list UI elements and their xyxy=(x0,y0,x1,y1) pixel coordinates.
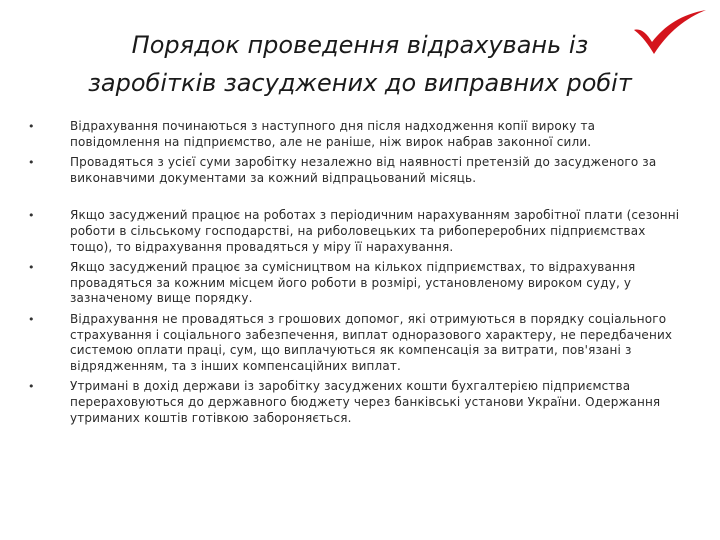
bullet-dot: • xyxy=(28,120,35,133)
list-item xyxy=(28,260,684,307)
list-item xyxy=(28,119,684,150)
list-item xyxy=(28,208,684,255)
bullet-list xyxy=(28,119,684,426)
list-item xyxy=(28,312,684,374)
bullet-dot: • xyxy=(28,156,35,170)
bullet-dot: • xyxy=(28,380,35,394)
slide-title xyxy=(40,26,680,102)
bullet-text: Якщо засуджений працює на роботах з періодичним нарахуванням заробітної плати (сезонні роботи в сільському господарстві, на риболовецьких та рибопереробних підприємствах тощо), то відрахування провадяться у міру її нарахування. xyxy=(70,208,680,254)
list-item xyxy=(28,155,684,186)
bullet-text: Відрахування не провадяться з грошових допомог, які отримуються в порядку соціального страхування і соціального забезпечення, виплат одноразового характеру, не передбачених системою оплати праці, сум, що виплачуються як компенсація за витрати, пов'язані з відрядженням, та з інших компенсаційних виплат. xyxy=(70,311,673,373)
bullet-text: Відрахування починаються з наступного дня після надходження копії вироку та повідомлення на підприємство, але не раніше, ніж вирок набрав законної сили. xyxy=(70,119,596,149)
bullet-text: Утримані в дохід держави із заробітку засуджених кошти бухгалтерією підприємства перераховуються до державного бюджету через банківські установи України. Одержання утриманих коштів готівкою забороняється. xyxy=(70,379,661,425)
red-checkmark-icon xyxy=(630,8,710,58)
bullet-dot: • xyxy=(28,209,35,223)
title-line-1: Порядок проведення відрахувань із xyxy=(131,31,589,59)
bullet-text: Якщо засуджений працює за сумісництвом на кількох підприємствах, то відрахування провадяться за кожним місцем його роботи в розмірі, установленому вироком суду, у зазначеному вище порядку. xyxy=(70,260,636,306)
title-line-2: заробітків засуджених до виправних робіт xyxy=(88,69,632,97)
list-item xyxy=(28,379,684,426)
bullet-text: Провадяться з усієї суми заробітку незалежно від наявності претензій до засудженого за виконавчими документами за кожний відпрацьований місяць. xyxy=(70,155,657,185)
bullet-dot: • xyxy=(28,312,35,326)
bullet-dot: • xyxy=(28,261,35,275)
